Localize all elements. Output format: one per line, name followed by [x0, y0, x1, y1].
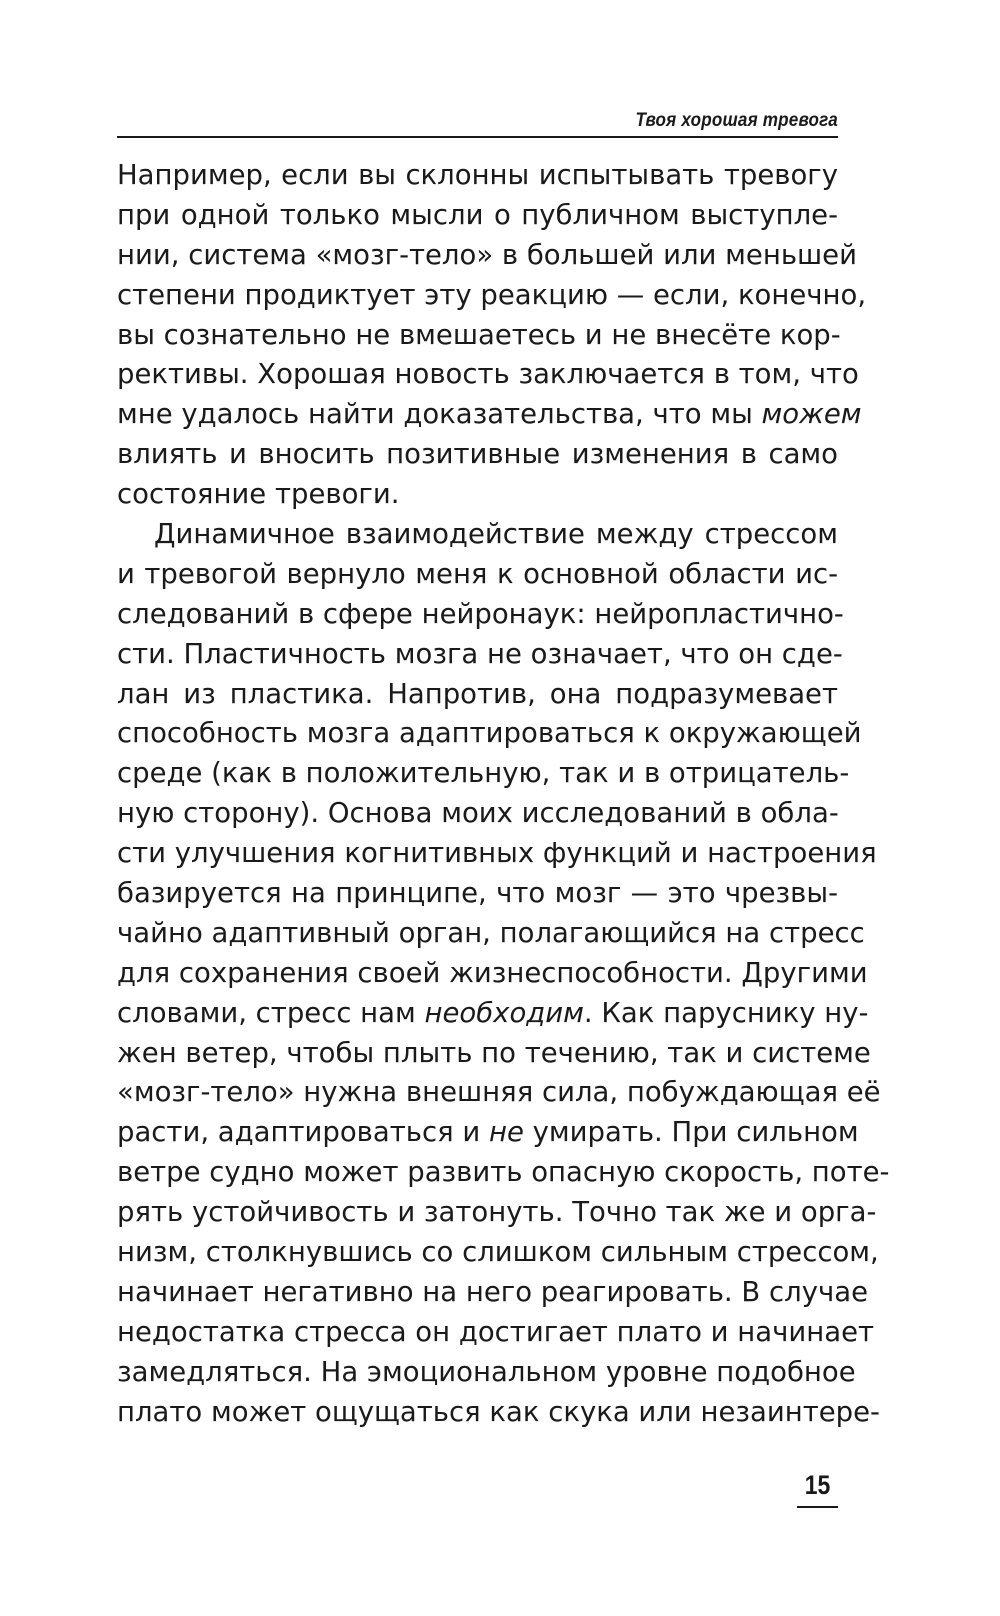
text-line [117, 675, 838, 715]
text-segment: начинает негативно на него реагировать. В случае [117, 1275, 868, 1308]
text-segment: умирать. При сильном [523, 1116, 859, 1149]
emphasis-text: необходим [424, 996, 584, 1029]
text-line [117, 914, 865, 954]
text-segment: вы сознательно не вмешаетесь и не внесёте кор- [117, 318, 841, 351]
paragraph [117, 515, 890, 1432]
text-line [117, 635, 843, 675]
text-line [117, 1193, 877, 1233]
text-segment: недостатка стресса он достигает плато и начинает [117, 1315, 875, 1348]
text-line [117, 595, 844, 635]
text-segment: сти. Пластичность мозга не означает, что он сде- [117, 637, 843, 670]
text-segment: сти улучшения когнитивных функций и настроения [117, 837, 877, 870]
text-line [117, 555, 838, 595]
text-segment: жен ветер, чтобы плыть по течению, так и системе [117, 1036, 871, 1069]
paragraph [117, 156, 867, 515]
text-segment: мне удалось найти доказательства, что мы [117, 398, 762, 431]
text-line [117, 515, 838, 555]
text-segment: и тревогой вернуло меня к основной области ис- [117, 557, 838, 590]
running-header [117, 108, 838, 138]
text-segment: состояние тревоги. [117, 478, 400, 511]
text-segment: . Как паруснику ну- [583, 996, 869, 1029]
text-line [117, 395, 862, 435]
text-segment: нии, система «мозг-тело» в большей или меньшей [117, 238, 857, 271]
text-segment: рективы. Хорошая новость заключается в том, что [117, 358, 859, 391]
text-segment: базируется на принципе, что мозг — это чрезвы- [117, 877, 838, 910]
text-segment: следований в сфере нейронаук: нейропластично- [117, 597, 844, 630]
text-line [117, 276, 867, 316]
running-header-title: Твоя хорошая тревога [635, 110, 838, 131]
text-segment: влиять и вносить позитивные изменения в само [117, 438, 838, 471]
text-line [117, 754, 850, 794]
text-segment: способность мозга адаптироваться к окружающей [117, 717, 862, 750]
text-line [117, 1113, 859, 1153]
emphasis-text: не [488, 1116, 524, 1149]
text-line [117, 1073, 881, 1113]
text-segment: для сохранения своей жизнеспособности. Другими [117, 956, 868, 989]
text-segment: ную сторону). Основа моих исследований в обла- [117, 797, 839, 830]
text-segment: расти, адаптироваться и [117, 1116, 489, 1149]
text-segment: низм, столкнувшись со слишком сильным стрессом, [117, 1236, 879, 1269]
text-line [117, 714, 862, 754]
text-segment: степени продиктует эту реакцию — если, конечно, [117, 278, 867, 311]
text-line [117, 834, 877, 874]
text-line [117, 1153, 890, 1193]
text-segment: лан из пластика. Напротив, она подразумевает [117, 677, 838, 710]
page-number-rule [797, 1506, 838, 1508]
page-footer [797, 1470, 838, 1508]
text-segment: при одной только мысли о публичном выступле- [117, 198, 838, 231]
text-segment: «мозг-тело» нужна внешняя сила, побуждающая её [117, 1076, 881, 1109]
text-line [117, 1393, 880, 1433]
text-line [117, 475, 838, 515]
emphasis-text: можем [761, 398, 862, 431]
text-line [117, 435, 838, 475]
text-segment: чайно адаптивный орган, полагающийся на стресс [117, 916, 865, 949]
text-line [117, 236, 857, 276]
text-segment: замедляться. На эмоциональном уровне подобное [117, 1355, 856, 1388]
text-line [117, 954, 868, 994]
page-number: 15 [804, 1470, 831, 1500]
text-line [117, 316, 841, 356]
text-line [117, 1233, 879, 1273]
text-line [117, 156, 838, 196]
body-text [117, 156, 890, 1433]
text-line [117, 794, 838, 834]
text-segment: рять устойчивость и затонуть. Точно так же и орга- [117, 1196, 877, 1229]
text-segment: ветре судно может развить опасную скорость, поте- [117, 1156, 890, 1189]
text-segment: среде (как в положительную, так и в отрицатель- [117, 757, 850, 790]
text-line [117, 874, 838, 914]
text-segment: Динамичное взаимодействие между стрессом [154, 518, 838, 551]
text-line [117, 1313, 875, 1353]
text-line [117, 1273, 868, 1313]
text-line [117, 1034, 871, 1074]
text-segment: Например, если вы склонны испытывать тревогу [117, 159, 838, 191]
text-line [117, 994, 869, 1034]
text-segment: плато может ощущаться как скука или незаинтере- [117, 1395, 880, 1428]
text-line [117, 196, 838, 236]
text-line [117, 1353, 856, 1393]
text-segment: словами, стресс нам [117, 996, 425, 1029]
text-line [117, 355, 859, 395]
